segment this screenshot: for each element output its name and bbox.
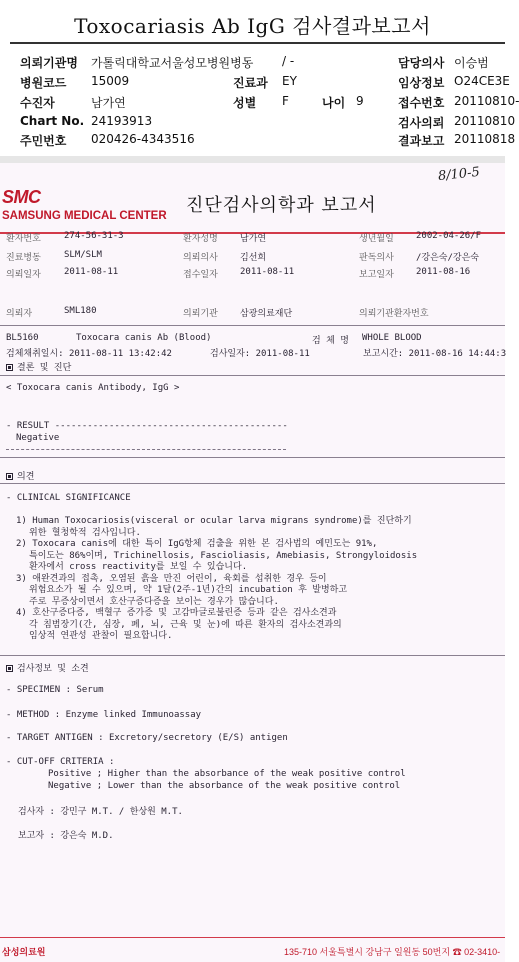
sex-label: 성별 <box>233 96 257 110</box>
hospital-code-label: 병원코드 <box>20 76 67 90</box>
tested-date: 검사일자: 2011-08-11 <box>210 349 310 359</box>
summary-panel <box>0 0 519 156</box>
cutoff-negative: Negative ; Lower than the absorbance of the weak positive control <box>48 781 401 791</box>
summary-divider <box>10 42 505 44</box>
collected-time: 검체채취일시: 2011-08-11 13:42:42 <box>6 349 172 359</box>
specimen-line: - SPECIMEN : Serum <box>6 685 104 695</box>
age-value: 9 <box>356 94 364 108</box>
section-square-icon <box>6 364 13 371</box>
clinical-line: 임상적 연관성 관찰이 필요합니다. <box>29 631 173 641</box>
section-result-label: 결론 및 진단 <box>17 363 72 373</box>
section-square-icon <box>6 473 13 480</box>
request-day-label: 의뢰일자 <box>6 270 41 280</box>
cutoff-label: - CUT-OFF CRITERIA : <box>6 757 115 767</box>
summary-row-hospital-code <box>0 74 510 92</box>
summary-title: Toxocariasis Ab IgG 검사결과보고서 <box>74 14 431 38</box>
patient-value: 남가연 <box>91 96 126 110</box>
clinical-line: 특이도는 86%이며, Trichinellosis, Fascioliasis, Amebiasis, Strongyloidosis <box>29 550 418 561</box>
antibody-name: < Toxocara canis Antibody, IgG > <box>6 383 180 393</box>
result-value: Negative <box>16 433 60 443</box>
antigen-line: - TARGET ANTIGEN : Excretory/secretory (E/S) antigen <box>6 733 288 743</box>
tester-line: 검사자 : 강민구 M.T. / 한상원 M.T. <box>18 807 183 817</box>
resident-no-value: 020426-4343516 <box>91 132 195 146</box>
result-label: - RESULT ------------------------------------------- <box>6 421 288 431</box>
specimen-name: WHOLE BLOOD <box>362 333 422 343</box>
result-section-rule <box>0 375 505 376</box>
clinical-line: 각 침범장기(간, 심장, 폐, 뇌, 근육 및 눈)에 따른 환자의 검사소견과의 <box>29 619 342 630</box>
method-line: - METHOD : Enzyme linked Immunoassay <box>6 710 202 720</box>
center-name: SAMSUNG MEDICAL CENTER <box>2 210 167 222</box>
hospital-code-value: 15009 <box>91 74 130 88</box>
smc-logo: SMC <box>2 187 41 207</box>
clinical-line: 4) 호산구증다증, 백혈구 증가증 및 고감마글로불린증 등과 같은 검사소견과 <box>16 608 337 618</box>
info-top-rule <box>0 655 505 656</box>
receipt-no-value: 20110810- <box>454 94 519 108</box>
receipt-day-value: 2011-08-11 <box>240 267 295 277</box>
request-date-value: 20110810 <box>454 114 516 128</box>
patient-label: 수진자 <box>20 96 55 110</box>
requesting-org-label: 의뢰기관 <box>183 309 218 319</box>
handwritten-date: 8/10-5 <box>437 164 481 185</box>
reading-doctor-value: /강은숙/강은숙 <box>416 253 480 263</box>
summary-row-patient <box>0 94 519 112</box>
panel-separator <box>0 156 505 163</box>
section-result <box>6 360 71 373</box>
patient-no-label: 환자번호 <box>6 234 41 244</box>
clinical-line: 위험요소가 될 수 있으며, 약 1달(2주-1년)간의 incubation 후 발병하고 <box>29 585 348 595</box>
resident-no-label: 주민번호 <box>20 134 67 148</box>
reading-doctor-label: 판독의사 <box>359 253 394 263</box>
chart-no-label: Chart No. <box>20 114 85 128</box>
requesting-doctor-value: 김선희 <box>240 253 267 263</box>
institution-label: 의뢰기관명 <box>20 56 78 70</box>
summary-row-chart <box>0 114 516 132</box>
meta-row-2 <box>0 250 505 264</box>
test-name: Toxocara canis Ab (Blood) <box>76 333 212 343</box>
patient-no-value: 274-56-31-3 <box>64 231 124 241</box>
request-day-value: 2011-08-11 <box>64 267 119 277</box>
doctor-value: 이승범 <box>454 56 489 70</box>
meta-row-3 <box>0 267 505 281</box>
sex-value: F <box>282 94 289 108</box>
reporter-line: 보고자 : 강은숙 M.D. <box>18 831 114 841</box>
requesting-org-value: 삼광의료재단 <box>240 309 293 319</box>
section-square-icon <box>6 665 13 672</box>
department-label: 진료과 <box>233 76 268 90</box>
clinical-line: 2) Toxocara canis에 대한 특이 IgG항체 검출을 위한 본 검사법의 예민도는 91%, <box>16 539 378 549</box>
requester-label: 의뢰자 <box>6 309 33 319</box>
opinion-top-rule <box>0 457 505 458</box>
ward-value: / - <box>282 54 295 68</box>
opinion-section-rule <box>0 483 505 484</box>
footer-org: 삼성의료원 <box>2 947 46 957</box>
patient-name-value: 남가연 <box>240 234 267 244</box>
birth-date-value: 2002-04-26/F <box>416 231 482 241</box>
result-dashed-rule <box>6 449 286 450</box>
clinical-line: 3) 애완견과의 접촉, 오염된 흙을 만진 어린이, 육회를 섭취한 경우 등이 <box>16 573 327 584</box>
section-opinion <box>6 469 34 482</box>
org-patient-no-label: 의뢰기관환자번호 <box>359 309 429 319</box>
requesting-doctor-label: 의뢰의사 <box>183 253 218 263</box>
meta-row-1 <box>0 231 505 245</box>
clinical-info-label: 임상정보 <box>398 76 445 90</box>
section-info <box>6 661 89 674</box>
ward-code-value: SLM/SLM <box>64 250 102 260</box>
specimen-label: 검 체 명 <box>312 336 349 346</box>
result-report-value: 20110818 <box>454 132 516 146</box>
test-code: BL5160 <box>6 333 39 343</box>
cutoff-positive: Positive ; Higher than the absorbance of the weak positive control <box>48 769 406 779</box>
test-times-row <box>0 346 505 360</box>
institution-value: 가톨릭대학교서울성모병원병동 <box>91 56 254 70</box>
test-row <box>0 333 505 347</box>
clinical-line: 주로 무증상이면서 호산구증다증을 보이는 경우가 많습니다. <box>29 596 279 607</box>
request-date-label: 검사의뢰 <box>398 116 445 130</box>
reported-time: 보고시간: 2011-08-16 14:44:3 <box>363 349 507 359</box>
clinical-info-value: O24CE3E <box>454 74 510 88</box>
age-label: 나이 <box>322 96 346 110</box>
result-report-label: 결과보고 <box>398 134 445 148</box>
clinical-line: 환자에서 cross reactivity를 보일 수 있습니다. <box>29 562 248 572</box>
department-value: EY <box>282 74 297 88</box>
section-opinion-label: 의견 <box>17 472 35 482</box>
footer-rule <box>0 937 505 938</box>
clinical-significance-label: - CLINICAL SIGNIFICANCE <box>6 493 131 503</box>
report-day-value: 2011-08-16 <box>416 267 471 277</box>
clinical-line: 위한 혈청학적 검사입니다. <box>29 527 141 538</box>
receipt-no-label: 접수번호 <box>398 96 445 110</box>
section-info-label: 검사정보 및 소견 <box>17 664 89 674</box>
clinical-significance-text <box>16 516 476 643</box>
receipt-day-label: 접수일자 <box>183 270 218 280</box>
requester-row <box>0 306 505 320</box>
report-title: 진단검사의학과 보고서 <box>186 195 377 216</box>
chart-no-value: 24193913 <box>91 114 153 128</box>
report-day-label: 보고일자 <box>359 270 394 280</box>
birth-date-label: 생년월일 <box>359 234 394 244</box>
patient-name-label: 환자성명 <box>183 234 218 244</box>
summary-row-institution <box>0 54 505 72</box>
clinical-line: 1) Human Toxocariosis(visceral or ocular larva migrans syndrome)를 진단하기 <box>16 516 412 526</box>
summary-row-id <box>0 132 516 150</box>
footer-address: 135-710 서울특별시 강남구 일원동 50번지 ☎ 02-3410- <box>284 947 501 957</box>
ward-label: 진료병동 <box>6 253 41 263</box>
requester-value: SML180 <box>64 306 97 316</box>
test-header-rule <box>0 325 505 326</box>
scanned-report <box>0 163 505 962</box>
doctor-label: 담당의사 <box>398 56 445 70</box>
